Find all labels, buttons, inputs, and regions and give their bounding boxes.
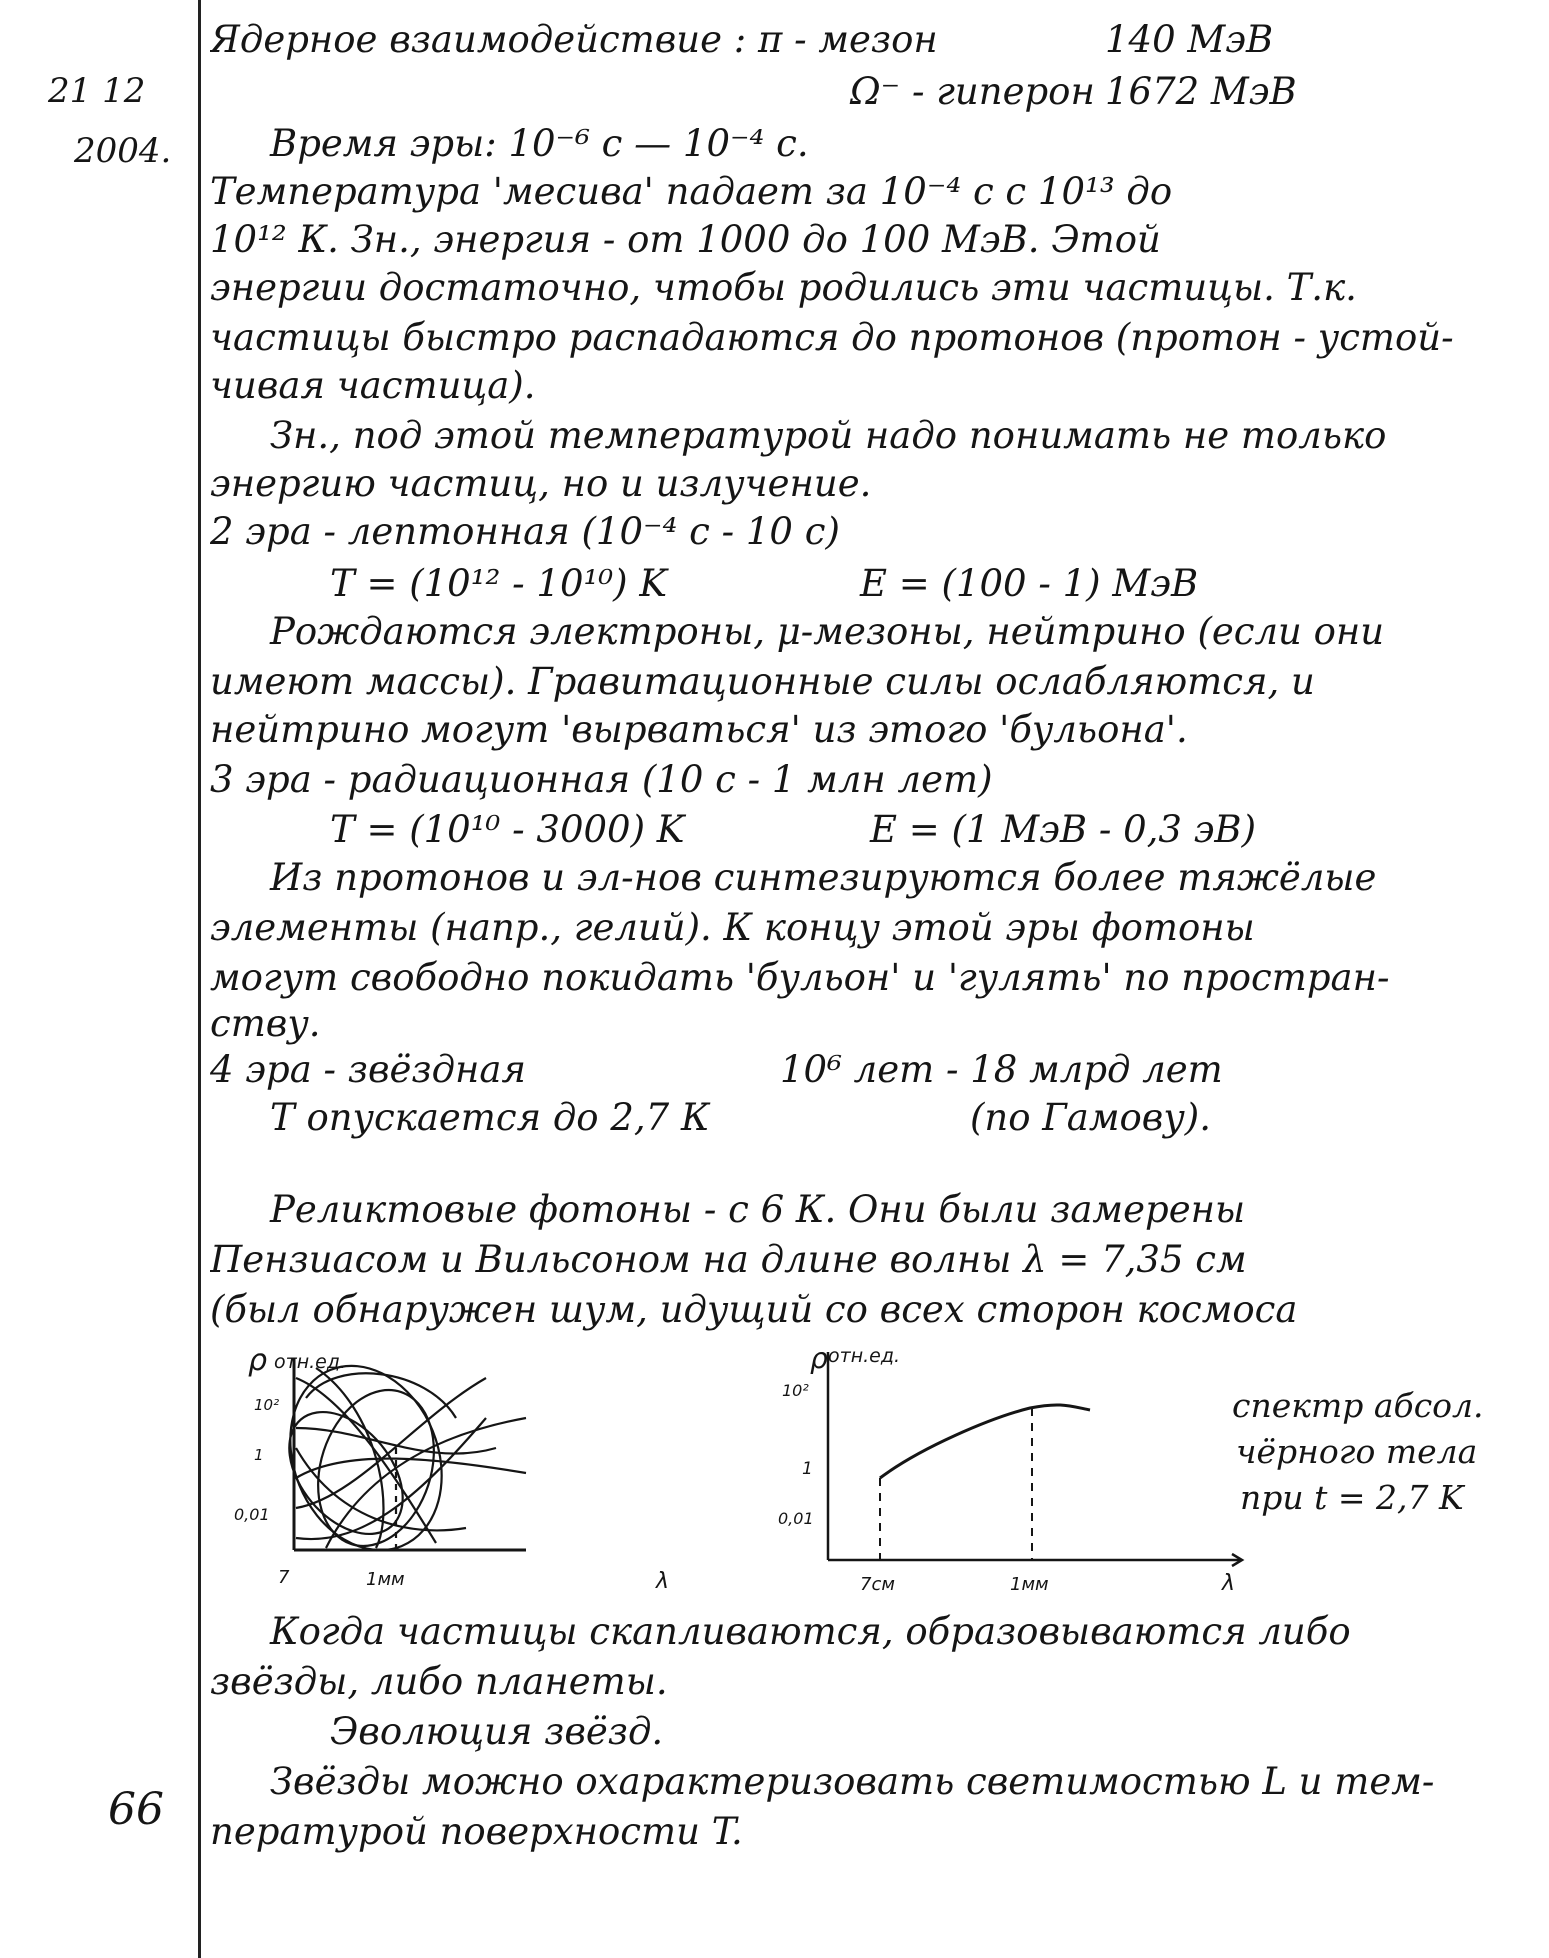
- note-line: Реликтовые фотоны - с 6 К. Они были замерены: [270, 1188, 1246, 1231]
- line-text: E = (1 МэВ - 0,3 эВ): [870, 808, 1257, 851]
- note-line: имеют массы). Гравитационные силы ослабляются, и: [210, 660, 1315, 703]
- line-text: 10⁶ лет - 18 млрд лет: [780, 1048, 1223, 1091]
- line-text: Ω⁻ - гиперон: [850, 70, 1095, 113]
- note-line: пературой поверхности T.: [210, 1810, 743, 1853]
- graph1-x-label: λ: [656, 1569, 670, 1594]
- note-line: [210, 808, 1535, 852]
- graph1-y-symbol: ρ: [248, 1343, 268, 1378]
- graph2-x-label: λ: [1222, 1571, 1236, 1596]
- note-line: (был обнаружен шум, идущий со всех сторон космоса: [210, 1288, 1298, 1331]
- note-line: 10¹² К. Зн., энергия - от 1000 до 100 МэВ. Этой: [210, 218, 1161, 261]
- margin-date-day-month: 21 12: [48, 71, 146, 111]
- note-line: [210, 562, 1535, 606]
- spectrum-curve: [880, 1405, 1090, 1478]
- section-heading: Эволюция звёзд.: [330, 1710, 664, 1753]
- line-text: E = (100 - 1) МэВ: [860, 562, 1199, 605]
- note-line: Зн., под этой температурой надо понимать не только: [270, 414, 1387, 457]
- line-text: T опускается до 2,7 К: [270, 1096, 710, 1139]
- graph1-curves: [264, 1343, 526, 1573]
- graph1-y-tick-low: 0,01: [234, 1505, 270, 1524]
- note-line: энергию частиц, но и излучение.: [210, 462, 872, 505]
- spectrum-caption-line: при t = 2,7 K: [1240, 1478, 1464, 1517]
- margin-rule: [198, 0, 201, 1958]
- graph1-x-tick-b: 1мм: [366, 1569, 405, 1590]
- note-line: [210, 1096, 1535, 1140]
- spectrum-caption-line: чёрного тела: [1236, 1432, 1478, 1471]
- line-text: 140 МэВ: [1105, 18, 1274, 61]
- note-line: [210, 70, 1535, 114]
- note-line: Звёзды можно охарактеризовать светимостью L и тем-: [270, 1760, 1435, 1803]
- note-line: Из протонов и эл-нов синтезируются более тяжёлые: [270, 856, 1377, 899]
- graph2-y-unit: отн.ед.: [828, 1345, 901, 1367]
- note-line: Когда частицы скапливаются, образовываются либо: [270, 1610, 1351, 1653]
- note-line: могут свободно покидать 'бульон' и 'гулять' по простран-: [210, 956, 1390, 999]
- graph1-y-tick-top: 10²: [254, 1396, 280, 1414]
- graph2-y-tick-top: 10²: [782, 1381, 809, 1400]
- note-line: частицы быстро распадаются до протонов (протон - устой-: [210, 316, 1454, 359]
- graph1-y-unit: отн.ед.: [274, 1351, 347, 1373]
- note-line: нейтрино могут 'вырваться' из этого 'бульона'.: [210, 708, 1188, 751]
- note-line: Рождаются электроны, μ-мезоны, нейтрино (если они: [270, 610, 1385, 653]
- page-number: 66: [108, 1784, 164, 1835]
- note-line: Пензиасом и Вильсоном на длине волны λ = 7,35 см: [210, 1238, 1247, 1281]
- graph2-y-symbol: ρ: [810, 1342, 828, 1375]
- note-line: 2 эра - лептонная (10⁻⁴ с - 10 с): [210, 510, 840, 553]
- margin-date-year: 2004.: [74, 131, 172, 171]
- graph2-x-tick-a: 7см: [860, 1574, 895, 1595]
- note-line: элементы (напр., гелий). К концу этой эры фотоны: [210, 906, 1255, 949]
- note-line: [210, 1048, 1535, 1092]
- note-line: ству.: [210, 1002, 321, 1045]
- graph1-y-tick-mid: 1: [254, 1446, 264, 1464]
- note-line: Температура 'месива' падает за 10⁻⁴ с с 10¹³ до: [210, 170, 1173, 213]
- line-text: T = (10¹² - 10¹⁰) K: [330, 562, 667, 605]
- graph2-x-tick-b: 1мм: [1010, 1574, 1049, 1595]
- note-line: звёзды, либо планеты.: [210, 1660, 668, 1703]
- graph2-y-tick-mid: 1: [802, 1459, 813, 1479]
- spectrum-caption-line: спектр абсол.: [1232, 1386, 1484, 1425]
- graph2-y-tick-low: 0,01: [778, 1509, 814, 1528]
- graph1-x-tick-a: 7: [278, 1567, 290, 1588]
- sketch-graph-left: [226, 1338, 696, 1598]
- note-line: Время эры: 10⁻⁶ с — 10⁻⁴ с.: [270, 122, 809, 165]
- note-line: 3 эра - радиационная (10 с - 1 млн лет): [210, 758, 993, 801]
- note-line: энергии достаточно, чтобы родились эти частицы. Т.к.: [210, 266, 1357, 309]
- line-text: Ядерное взаимодействие : π - мезон: [210, 18, 938, 61]
- note-line: чивая частица).: [210, 364, 536, 407]
- line-text: T = (10¹⁰ - 3000) K: [330, 808, 685, 851]
- spectrum-graph: [770, 1338, 1250, 1598]
- line-text: 4 эра - звёздная: [210, 1048, 526, 1091]
- line-text: 1672 МэВ: [1105, 70, 1297, 113]
- note-line: [210, 18, 1535, 62]
- line-text: (по Гамову).: [970, 1096, 1212, 1139]
